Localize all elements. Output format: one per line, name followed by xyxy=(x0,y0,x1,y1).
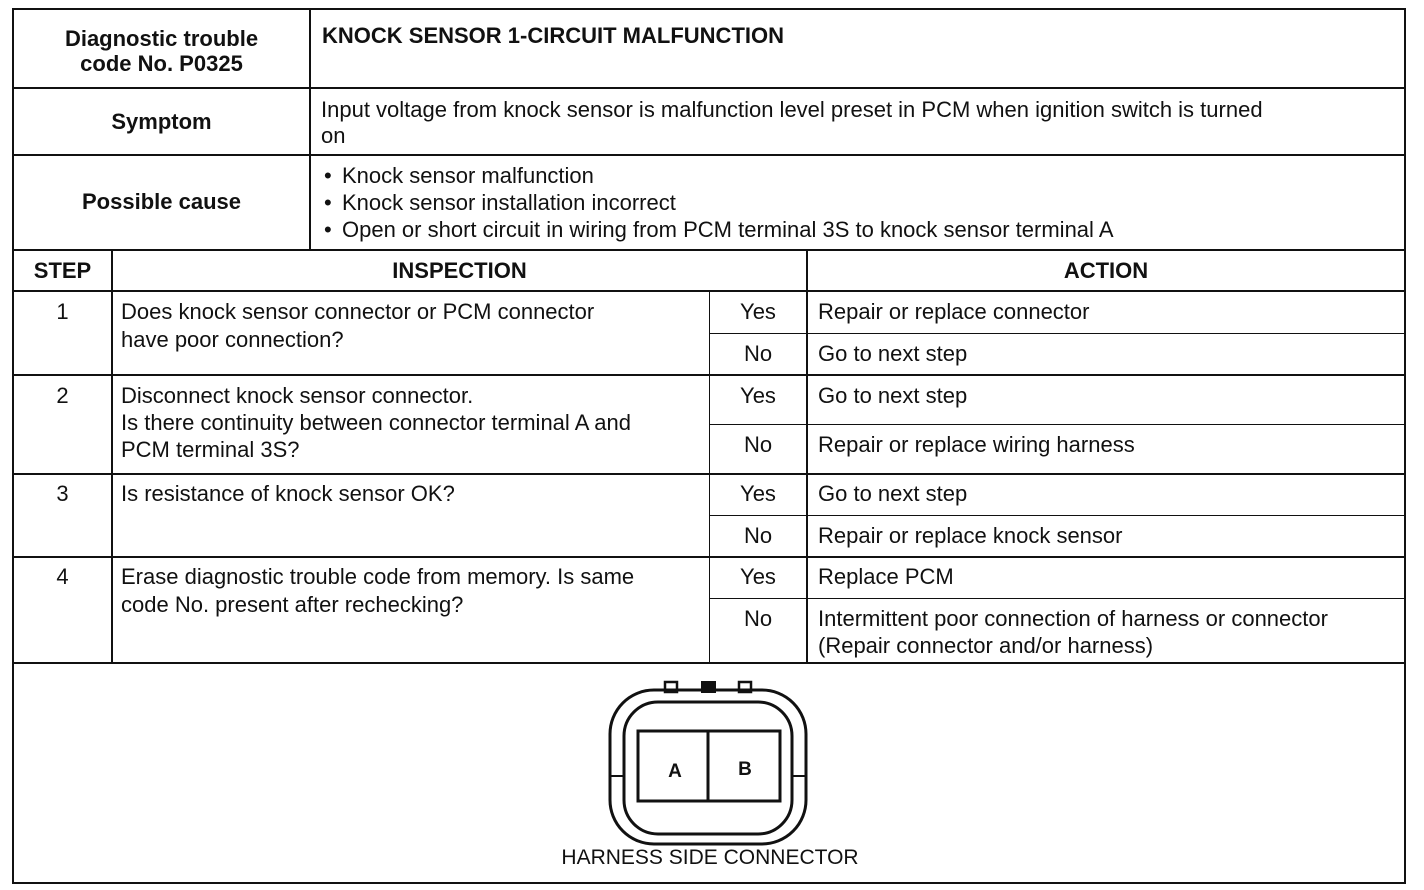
terminal-b-label: B xyxy=(738,759,752,780)
step-3-yes: Yes xyxy=(740,481,776,506)
step-2-number: 2 xyxy=(56,383,69,408)
step-1-number: 1 xyxy=(56,299,69,324)
rule-label-column xyxy=(309,8,311,250)
step-4-yes-action: Replace PCM xyxy=(818,564,954,589)
rule-step-column xyxy=(111,250,113,663)
step-2-no-action: Repair or replace wiring harness xyxy=(818,432,1135,457)
step-1-yes: Yes xyxy=(740,299,776,324)
list-item: • Knock sensor malfunction xyxy=(320,162,1114,189)
step-4-no: No xyxy=(743,606,773,631)
possible-cause-list xyxy=(320,162,1114,243)
step-2-inspection-line2: Is there continuity between connector terminal A and xyxy=(121,410,631,435)
step-1-no: No xyxy=(743,341,773,366)
step-2-inspection-line1: Disconnect knock sensor connector. xyxy=(121,383,474,408)
step-4-inspection-line2: code No. present after rechecking? xyxy=(121,592,464,617)
step-4-no-action-line2: (Repair connector and/or harness) xyxy=(818,633,1154,658)
step-2-yes-action: Go to next step xyxy=(818,383,968,408)
harness-connector-diagram xyxy=(600,676,820,846)
terminal-a-label: A xyxy=(668,761,682,782)
step-4-number: 4 xyxy=(56,564,69,589)
column-header-action: ACTION xyxy=(1063,258,1149,283)
column-header-inspection: INSPECTION xyxy=(392,258,527,283)
rule-cause-bottom xyxy=(12,249,1406,251)
rule-step1-split xyxy=(709,333,1406,334)
step-2-no: No xyxy=(743,432,773,457)
dtc-label-line2: code No. P0325 xyxy=(80,51,243,76)
rule-action-column xyxy=(806,250,808,663)
possible-cause-label: Possible cause xyxy=(82,189,241,214)
step-3-no-action: Repair or replace knock sensor xyxy=(818,523,1123,548)
step-1-inspection-line1: Does knock sensor connector or PCM connector xyxy=(121,299,595,324)
connector-caption: HARNESS SIDE CONNECTOR xyxy=(561,846,859,869)
step-3-inspection-line1: Is resistance of knock sensor OK? xyxy=(121,481,455,506)
step-3-no: No xyxy=(743,523,773,548)
list-item: • Knock sensor installation incorrect xyxy=(320,189,1114,216)
step-4-no-action-line1: Intermittent poor connection of harness or connector xyxy=(818,606,1328,631)
step-4-inspection-line1: Erase diagnostic trouble code from memory. Is same xyxy=(121,564,635,589)
rule-header-bottom xyxy=(12,87,1406,89)
step-4-yes: Yes xyxy=(740,564,776,589)
rule-step3-split xyxy=(709,515,1406,516)
step-1-yes-action: Repair or replace connector xyxy=(818,299,1090,324)
page-title: KNOCK SENSOR 1-CIRCUIT MALFUNCTION xyxy=(322,23,784,48)
column-header-step: STEP xyxy=(33,258,92,283)
step-3-yes-action: Go to next step xyxy=(818,481,968,506)
step-1-no-action: Go to next step xyxy=(818,341,968,366)
symptom-label: Symptom xyxy=(111,109,212,134)
symptom-text-line1: Input voltage from knock sensor is malfunction level preset in PCM when ignition switch is turned xyxy=(321,97,1263,122)
rule-symptom-bottom xyxy=(12,154,1406,156)
symptom-text-line2: on xyxy=(321,123,346,148)
connector-lock-tab-center xyxy=(701,681,716,693)
rule-step2-split xyxy=(709,424,1406,425)
step-2-yes: Yes xyxy=(740,383,776,408)
step-1-inspection-line2: have poor connection? xyxy=(121,327,344,352)
step-2-inspection-line3: PCM terminal 3S? xyxy=(121,437,300,462)
step-3-number: 3 xyxy=(56,481,69,506)
dtc-label-line1: Diagnostic trouble xyxy=(64,26,259,51)
rule-step4-split xyxy=(709,598,1406,599)
list-item: • Open or short circuit in wiring from PCM terminal 3S to knock sensor terminal A xyxy=(320,216,1114,243)
